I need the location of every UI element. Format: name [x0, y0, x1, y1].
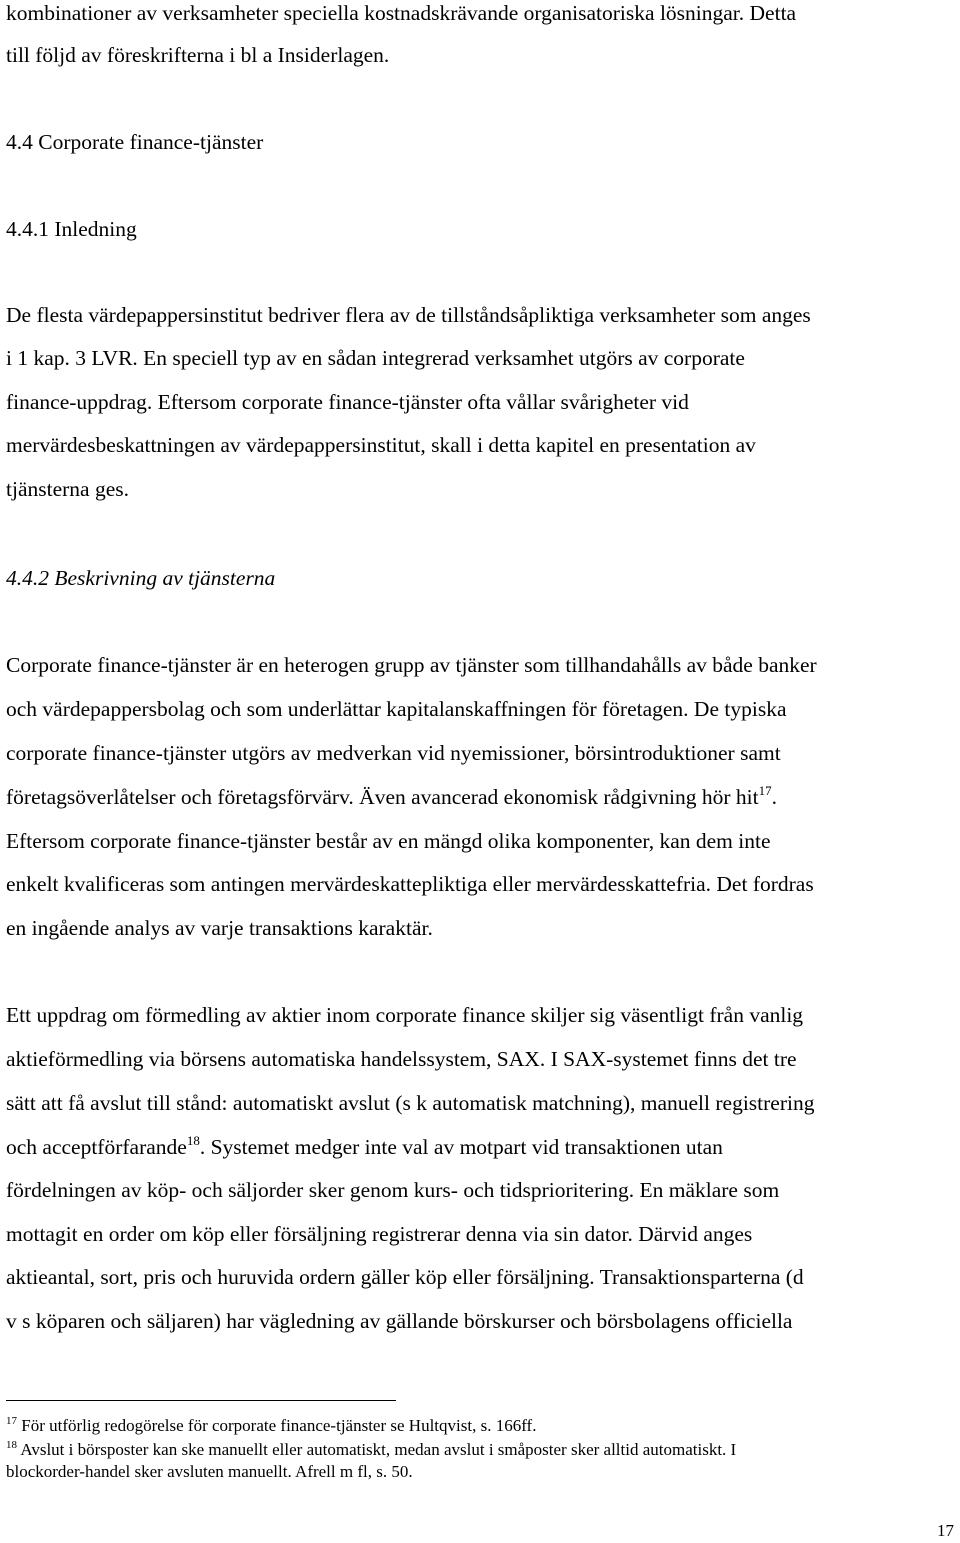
paragraph-line: kombinationer av verksamheter speciella kostnadskrävande organisatoriska lösningar. Detta	[6, 1, 797, 25]
line-text: . Systemet medger inte val av motpart vid transaktionen utan	[199, 1135, 723, 1159]
footnote-number: 17	[6, 1415, 17, 1427]
paragraph-line: mervärdesbeskattningen av värdepappersinstitut, skall i detta kapitel en presentation av	[6, 433, 756, 457]
footnote-text: Avslut i börsposter kan ske manuellt eller automatiskt, medan avslut i småposter sker alltid automatiskt. I	[20, 1440, 737, 1459]
paragraph-line: och värdepappersbolag och som underlättar kapitalanskaffningen för företagen. De typiska	[6, 697, 787, 721]
footnote-17	[6, 1416, 536, 1436]
footnote-18-continued: blockorder-handel sker avsluten manuellt. Afrell m fl, s. 50.	[6, 1462, 413, 1481]
line-text: företagsöverlåtelser och företagsförvärv. Även avancerad ekonomisk rådgivning hör hit	[6, 785, 759, 809]
paragraph-line: aktieförmedling via börsens automatiska handelssystem, SAX. I SAX-systemet finns det tre	[6, 1047, 797, 1071]
paragraph-line: Corporate finance-tjänster är en heterogen grupp av tjänster som tillhandahålls av både banker	[6, 653, 817, 677]
paragraph-line: v s köparen och säljaren) har vägledning av gällande börskurser och börsbolagens officiella	[6, 1309, 793, 1333]
paragraph-line: en ingående analys av varje transaktions karaktär.	[6, 916, 433, 940]
paragraph-line: De flesta värdepappersinstitut bedriver flera av de tillståndsåpliktiga verksamheter som anges	[6, 303, 811, 327]
footnote-ref-17: 17	[758, 783, 772, 798]
paragraph-line: enkelt kvalificeras som antingen mervärdeskattepliktiga eller mervärdesskattefria. Det fordras	[6, 872, 814, 896]
paragraph-line: till följd av föreskrifterna i bl a Insiderlagen.	[6, 43, 390, 67]
paragraph-line: mottagit en order om köp eller försäljning registrerar denna via sin dator. Därvid anges	[6, 1222, 753, 1246]
paragraph-line: fördelningen av köp- och säljorder sker genom kurs- och tidsprioritering. En mäklare som	[6, 1178, 780, 1202]
page-number: 17	[937, 1521, 954, 1540]
section-heading-4-4: 4.4 Corporate finance-tjänster	[6, 130, 264, 154]
paragraph-line	[6, 1134, 723, 1160]
paragraph-line: Eftersom corporate finance-tjänster består av en mängd olika komponenter, kan dem inte	[6, 829, 771, 853]
paragraph-line: finance-uppdrag. Eftersom corporate finance-tjänster ofta vållar svårigheter vid	[6, 390, 689, 414]
footnote-number: 18	[6, 1439, 17, 1451]
paragraph-line: tjänsterna ges.	[6, 477, 129, 501]
paragraph-line	[6, 784, 777, 810]
section-heading-4-4-1: 4.4.1 Inledning	[6, 217, 137, 241]
footnote-text: För utförlig redogörelse för corporate finance-tjänster se Hultqvist, s. 166ff.	[21, 1416, 537, 1435]
line-text: och acceptförfarande	[6, 1135, 187, 1159]
section-heading-4-4-2: 4.4.2 Beskrivning av tjänsterna	[6, 566, 276, 590]
paragraph-line: sätt att få avslut till stånd: automatiskt avslut (s k automatisk matchning), manuell registrering	[6, 1091, 815, 1115]
paragraph-line: Ett uppdrag om förmedling av aktier inom corporate finance skiljer sig väsentligt från vanlig	[6, 1003, 804, 1027]
footnote-ref-18: 18	[186, 1133, 200, 1148]
footnote-18	[6, 1440, 736, 1460]
line-text: .	[771, 785, 777, 809]
paragraph-line: i 1 kap. 3 LVR. En speciell typ av en sådan integrerad verksamhet utgörs av corporate	[6, 346, 745, 370]
footnote-divider	[6, 1400, 396, 1401]
paragraph-line: corporate finance-tjänster utgörs av medverkan vid nyemissioner, börsintroduktioner samt	[6, 741, 781, 765]
paragraph-line: aktieantal, sort, pris och huruvida ordern gäller köp eller försäljning. Transaktionsparterna (d	[6, 1265, 804, 1289]
